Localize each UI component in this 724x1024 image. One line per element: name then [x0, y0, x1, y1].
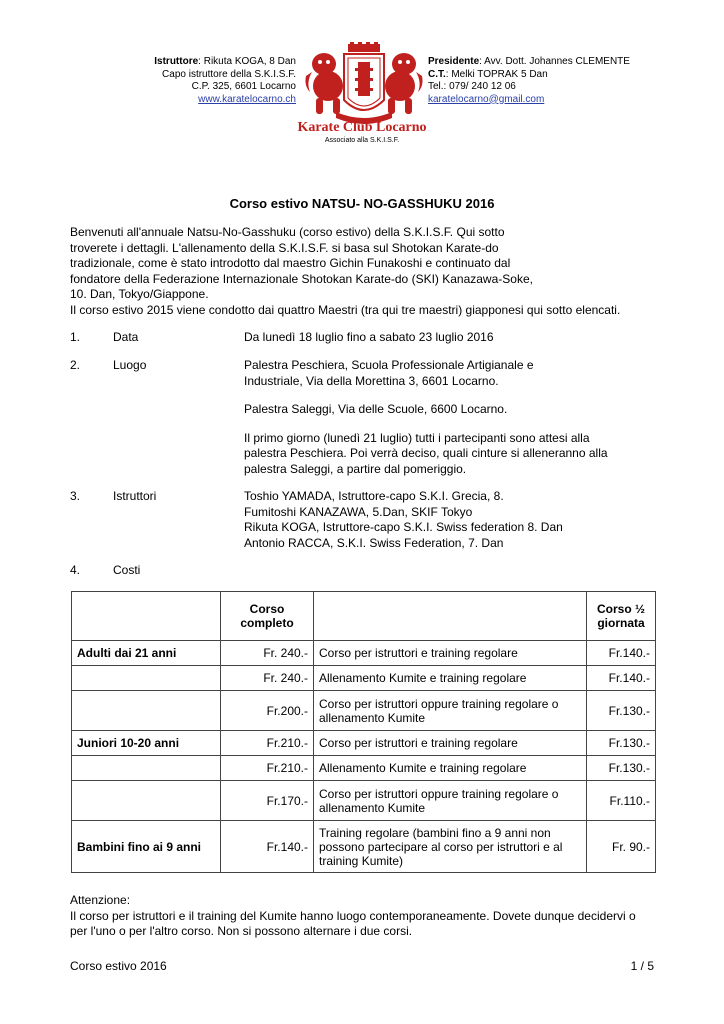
table-header-cell	[314, 592, 587, 641]
table-cell: Fr.130.-	[587, 731, 656, 756]
location-line: palestra Saleggi, a partire dal pomeriggio.	[244, 461, 467, 476]
header-president-block	[428, 56, 688, 106]
instructor-line: Antonio RACCA, S.K.I. Swiss Federation, 7. Dan	[244, 535, 504, 550]
table-cell: Fr.170.-	[221, 781, 314, 821]
location-line: Industriale, Via della Morettina 3, 6601 Locarno.	[244, 373, 499, 388]
item-number: 3.	[70, 489, 81, 503]
website-link[interactable]: www.karatelocarno.ch	[198, 93, 296, 105]
table-cell: Fr.140.-	[587, 641, 656, 666]
attention-line: Il corso per istruttori e il training del Kumite hanno luogo contemporaneamente. Dovete dunque decidervi o	[70, 908, 636, 923]
table-cell: Fr. 240.-	[221, 641, 314, 666]
intro-line: tradizionale, come è stato introdotto dal maestro Gichin Funakoshi e continuato dal	[70, 256, 511, 270]
table-cell	[72, 781, 221, 821]
instructor-role: Capo istruttore della S.K.I.S.F.	[162, 68, 296, 80]
instructor-label: Istruttore	[154, 56, 199, 67]
table-cell: Allenamento Kumite e training regolare	[314, 666, 587, 691]
table-row	[72, 756, 656, 781]
central-shield-icon	[344, 42, 384, 110]
table-cell: Fr.140.-	[587, 666, 656, 691]
table-cell: Corso per istruttori e training regolare	[314, 731, 587, 756]
item-label-istruttori: Istruttori	[113, 489, 157, 503]
table-cell	[72, 666, 221, 691]
table-cell	[72, 756, 221, 781]
instructor-line: Toshio YAMADA, Istruttore-capo S.K.I. Grecia, 8.	[244, 489, 504, 503]
table-cell: Training regolare (bambini fino a 9 anni non possono partecipare al corso per istruttori e al training Kumite)	[314, 821, 587, 873]
club-crest-logo	[300, 42, 428, 124]
table-cell: Corso per istruttori e training regolare	[314, 641, 587, 666]
club-subtitle: Associato alla S.K.I.S.F.	[324, 137, 400, 144]
costs-table	[71, 591, 656, 873]
table-cell: Adulti dai 21 anni	[72, 641, 221, 666]
right-lion-icon	[385, 53, 423, 114]
table-cell: Fr.200.-	[221, 691, 314, 731]
item-value-luogo	[244, 358, 664, 477]
item-label-luogo: Luogo	[113, 358, 147, 372]
intro-line: fondatore della Federazione Internazionale Shotokan Karate-do (SKI) Kanazawa-Soke,	[70, 271, 533, 286]
table-cell: Fr.130.-	[587, 756, 656, 781]
table-cell: Fr.130.-	[587, 691, 656, 731]
table-cell: Fr.110.-	[587, 781, 656, 821]
ct-label: C.T.	[428, 68, 446, 80]
item-label-data: Data	[113, 330, 139, 344]
table-cell: Corso per istruttori oppure training regolare o allenamento Kumite	[314, 781, 587, 821]
table-cell: Fr.210.-	[221, 756, 314, 781]
instructor-address: C.P. 325, 6601 Locarno	[191, 81, 296, 92]
ct-value: : Melki TOPRAK 5 Dan	[445, 68, 548, 80]
location-line: Palestra Saleggi, Via delle Scuole, 6600 Locarno.	[244, 402, 508, 416]
attention-heading: Attenzione:	[70, 893, 131, 907]
item-label-costi: Costi	[113, 563, 141, 577]
table-row	[72, 731, 656, 756]
table-row	[72, 666, 656, 691]
table-cell: Fr.140.-	[221, 821, 314, 873]
table-cell: Corso per istruttori oppure training regolare o allenamento Kumite	[314, 691, 587, 731]
table-row	[72, 691, 656, 731]
table-cell: Allenamento Kumite e training regolare	[314, 756, 587, 781]
location-line: Palestra Peschiera, Scuola Professionale Artigianale e	[244, 358, 534, 372]
left-lion-icon	[306, 53, 344, 114]
president-value: : Avv. Dott. Johannes CLEMENTE	[479, 56, 630, 67]
table-header-row	[72, 592, 656, 641]
document-title: Corso estivo NATSU- NO-GASSHUKU 2016	[229, 196, 495, 211]
president-label: Presidente	[428, 56, 480, 67]
footer-page-number: 1 / 5	[630, 959, 654, 973]
intro-line: Benvenuti all'annuale Natsu-No-Gasshuku (corso estivo) della S.K.I.S.F. Qui sotto	[70, 225, 505, 239]
item-number: 4.	[70, 563, 81, 577]
footer-document-name: Corso estivo 2016	[70, 959, 167, 973]
table-cell: Bambini fino ai 9 anni	[72, 821, 221, 873]
table-cell: Fr.210.-	[221, 731, 314, 756]
table-row	[72, 781, 656, 821]
table-cell: Juniori 10-20 anni	[72, 731, 221, 756]
intro-line: 10. Dan, Tokyo/Giappone.	[70, 287, 209, 301]
item-number: 2.	[70, 358, 81, 372]
attention-line: per l'uno o per l'altro corso. Non si possono alternare i due corsi.	[70, 924, 413, 938]
club-name: Karate Club Locarno	[297, 120, 427, 135]
table-row	[72, 821, 656, 873]
phone-number: Tel.: 079/ 240 12 06	[428, 81, 516, 92]
location-line: palestra Peschiera. Poi verrà deciso, quali cinture si alleneranno alla	[244, 446, 608, 460]
intro-paragraph	[70, 225, 670, 318]
table-header-cell: Corso ½ giornata	[587, 592, 656, 641]
intro-line: troverete i dettagli. L'allenamento della S.K.I.S.F. si basa sul Shotokan Karate-do	[70, 240, 499, 255]
table-cell: Fr. 240.-	[221, 666, 314, 691]
instructor-line: Rikuta KOGA, Istruttore-capo S.K.I. Swiss federation 8. Dan	[244, 520, 563, 534]
email-link[interactable]: karatelocarno@gmail.com	[428, 93, 545, 105]
item-value-data	[244, 330, 664, 346]
header-instructor-block	[100, 56, 296, 106]
table-header-cell	[72, 592, 221, 641]
table-row	[72, 641, 656, 666]
table-cell	[72, 691, 221, 731]
intro-line: Il corso estivo 2015 viene condotto dai quattro Maestri (tra qui tre maestri) giapponesi qui sotto elencati.	[70, 302, 621, 317]
instructor-value: : Rikuta KOGA, 8 Dan	[198, 56, 296, 67]
date-line: Da lunedì 18 luglio fino a sabato 23 luglio 2016	[244, 330, 494, 344]
location-line: Il primo giorno (lunedì 21 luglio) tutti i partecipanti sono attesi alla	[244, 430, 590, 445]
table-header-cell: Corso completo	[221, 592, 314, 641]
item-number: 1.	[70, 330, 81, 344]
attention-note	[70, 893, 670, 940]
instructor-line: Fumitoshi KANAZAWA, 5.Dan, SKIF Tokyo	[244, 504, 473, 519]
table-cell: Fr. 90.-	[587, 821, 656, 873]
item-value-istruttori	[244, 489, 664, 551]
